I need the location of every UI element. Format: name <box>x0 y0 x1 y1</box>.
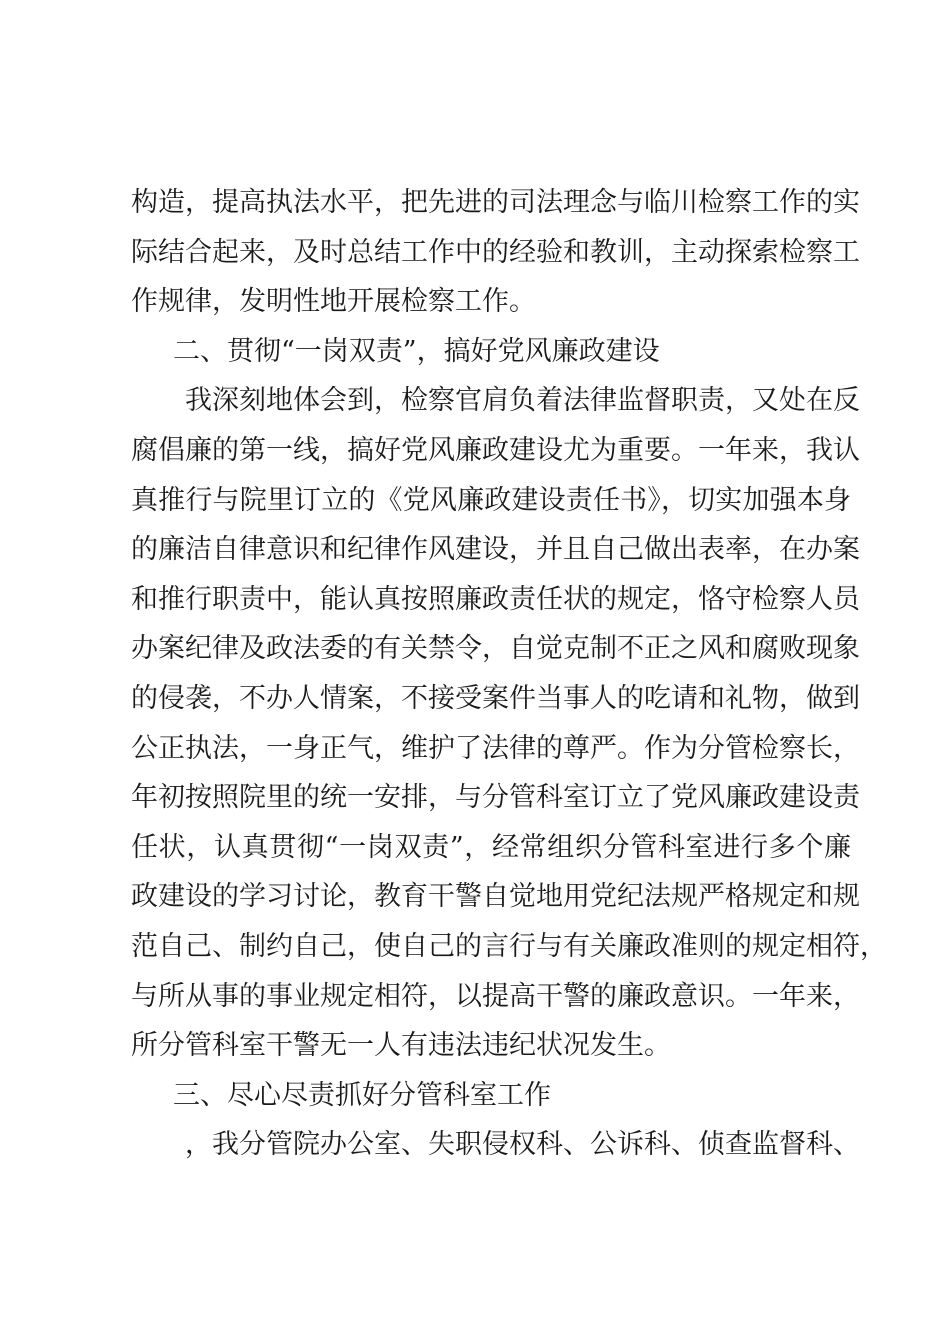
document-body <box>131 178 887 1170</box>
paragraph-line: 的廉洁自律意识和纪律作风建设，并且自己做出表率，在办案 <box>131 534 860 566</box>
paragraph-line: 任状，认真贯彻“一岗双责”，经常组织分管科室进行多个廉 <box>131 831 851 863</box>
paragraph-line: 作规律，发明性地开展检察工作。 <box>131 286 536 318</box>
paragraph-line: 与所从事的事业规定相符，以提高干警的廉政意识。一年来， <box>131 980 860 1012</box>
paragraph-line: 真推行与院里订立的《党风廉政建设责任书》，切实加强本身 <box>131 484 851 516</box>
paragraph-line: 和推行职责中，能认真按照廉政责任状的规定，恪守检察人员 <box>131 583 860 615</box>
paragraph-line: 公正执法，一身正气，维护了法律的尊严。作为分管检察长， <box>131 732 860 764</box>
section-heading-2: 二、贯彻“一岗双责”，搞好党风廉政建设 <box>173 335 660 367</box>
section-heading-3: 三、尽心尽责抓好分管科室工作 <box>173 1079 551 1111</box>
paragraph-line: 政建设的学习讨论，教育干警自觉地用党纪法规严格规定和规 <box>131 881 860 913</box>
paragraph-line: 范自己、制约自己，使自己的言行与有关廉政准则的规定相符， <box>131 930 887 962</box>
paragraph-line: 的侵袭，不办人情案，不接受案件当事人的吃请和礼物，做到 <box>131 682 860 714</box>
paragraph-line: 际结合起来，及时总结工作中的经验和教训，主动探索检察工 <box>131 236 860 268</box>
paragraph-line: 年初按照院里的统一安排，与分管科室订立了党风廉政建设责 <box>131 782 860 814</box>
paragraph-line: 腐倡廉的第一线，搞好党风廉政建设尤为重要。一年来，我认 <box>131 434 860 466</box>
paragraph-line: 办案纪律及政法委的有关禁令，自觉克制不正之风和腐败现象 <box>131 633 860 665</box>
paragraph-line: ，我分管院办公室、失职侵权科、公诉科、侦查监督科、 <box>185 1129 860 1161</box>
paragraph-line: 我深刻地体会到，检察官肩负着法律监督职责，又处在反 <box>185 385 860 417</box>
paragraph-line: 构造，提高执法水平，把先进的司法理念与临川检察工作的实 <box>131 187 860 218</box>
paragraph-line: 所分管科室干警无一人有违法违纪状况发生。 <box>131 1030 671 1062</box>
